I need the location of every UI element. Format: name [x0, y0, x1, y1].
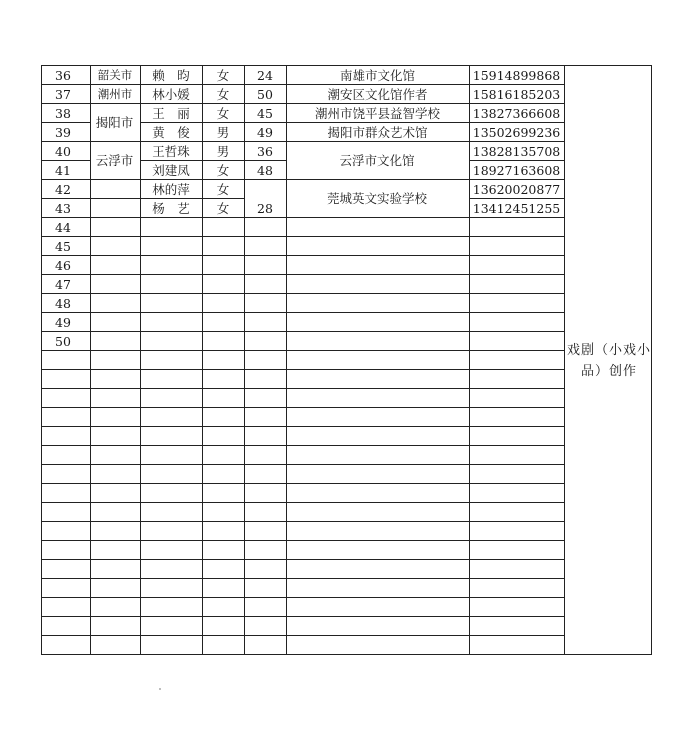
cell-no: 38 [55, 106, 71, 121]
grid-hline [41, 464, 565, 465]
cell-age: 36 [257, 144, 273, 159]
cell-name: 王哲珠 [152, 144, 190, 159]
grid-hline [41, 445, 565, 446]
cell-age: 45 [257, 106, 273, 121]
cell-phone: 18927163608 [472, 163, 561, 178]
cell-no: 42 [55, 182, 71, 197]
cell-city: 韶关市 [97, 68, 133, 82]
cell-age: 49 [257, 125, 273, 140]
cell-phone: 15914899868 [472, 68, 561, 83]
cell-age: 24 [257, 68, 273, 83]
cell-no: 39 [55, 125, 71, 140]
cell-name: 王 丽 [152, 106, 190, 121]
cell-name: 杨 艺 [152, 201, 190, 216]
cell-gender: 男 [216, 125, 230, 140]
merged-city-yunfu: 云浮市 [95, 153, 134, 168]
cell-name: 黄 俊 [152, 125, 190, 140]
cell-phone: 13412451255 [472, 201, 561, 216]
grid-hline [41, 426, 565, 427]
cell-phone: 13620020877 [472, 182, 561, 197]
grid-vline [651, 65, 652, 654]
cell-name: 刘建凤 [152, 163, 190, 178]
grid-vline [41, 65, 42, 654]
grid-hline [41, 369, 565, 370]
cell-gender: 男 [216, 144, 230, 159]
grid-hline [41, 616, 565, 617]
cell-no: 46 [55, 258, 71, 273]
grid-hline [41, 293, 565, 294]
merged-city-jieyang: 揭阳市 [95, 115, 134, 130]
grid-hline [41, 578, 565, 579]
grid-hline [41, 521, 565, 522]
merged-unit-dongguan: 莞城英文实验学校 [326, 191, 427, 206]
cell-city: 潮州市 [97, 87, 133, 101]
grid-hline [41, 350, 565, 351]
cell-unit: 潮安区文化馆作者 [327, 87, 428, 102]
grid-hline [41, 236, 565, 237]
grid-hline [41, 312, 565, 313]
cell-no: 43 [55, 201, 71, 216]
cell-gender: 女 [216, 87, 230, 102]
cell-no: 44 [55, 220, 71, 235]
grid-hline [41, 407, 565, 408]
cell-name: 林小媛 [152, 87, 190, 102]
cell-phone: 13502699236 [472, 125, 561, 140]
cell-unit: 南雄市文化馆 [339, 68, 415, 83]
cell-age: 48 [257, 163, 273, 178]
cell-phone: 13828135708 [472, 144, 561, 159]
grid-hline [41, 597, 565, 598]
grid-hline [41, 274, 565, 275]
cell-no: 49 [55, 315, 71, 330]
scan-speck [159, 688, 161, 690]
cell-phone: 15816185203 [472, 87, 561, 102]
cell-no: 40 [55, 144, 71, 159]
category-cell: 戏剧（小戏小品）创作 [567, 343, 652, 379]
cell-phone: 13827366608 [472, 106, 561, 121]
cell-no: 47 [55, 277, 71, 292]
grid-hline [41, 255, 565, 256]
grid-hline [41, 559, 565, 560]
cell-age: 28 [257, 201, 273, 216]
cell-no: 50 [55, 334, 71, 349]
cell-no: 37 [55, 87, 71, 102]
grid-hline [41, 388, 565, 389]
cell-gender: 女 [216, 163, 230, 178]
grid-hline [41, 483, 565, 484]
cell-name: 林的萍 [152, 182, 190, 197]
grid-vline [564, 65, 565, 654]
cell-unit: 揭阳市群众艺术馆 [327, 125, 428, 140]
cell-no: 36 [55, 68, 71, 83]
cell-gender: 女 [216, 182, 230, 197]
grid-hline [41, 331, 565, 332]
cell-gender: 女 [216, 201, 230, 216]
cell-age: 50 [257, 87, 273, 102]
grid-hline [41, 502, 565, 503]
cell-gender: 女 [216, 68, 230, 83]
cell-no: 41 [55, 163, 71, 178]
grid-hline [41, 635, 565, 636]
cell-gender: 女 [216, 106, 230, 121]
grid-hline [41, 654, 652, 655]
cell-no: 48 [55, 296, 71, 311]
cell-unit: 潮州市饶平县益智学校 [314, 106, 440, 121]
cell-name: 赖 昀 [152, 68, 190, 83]
cell-no: 45 [55, 239, 71, 254]
grid-hline [41, 540, 565, 541]
merged-unit-yunfu: 云浮市文化馆 [339, 153, 415, 168]
